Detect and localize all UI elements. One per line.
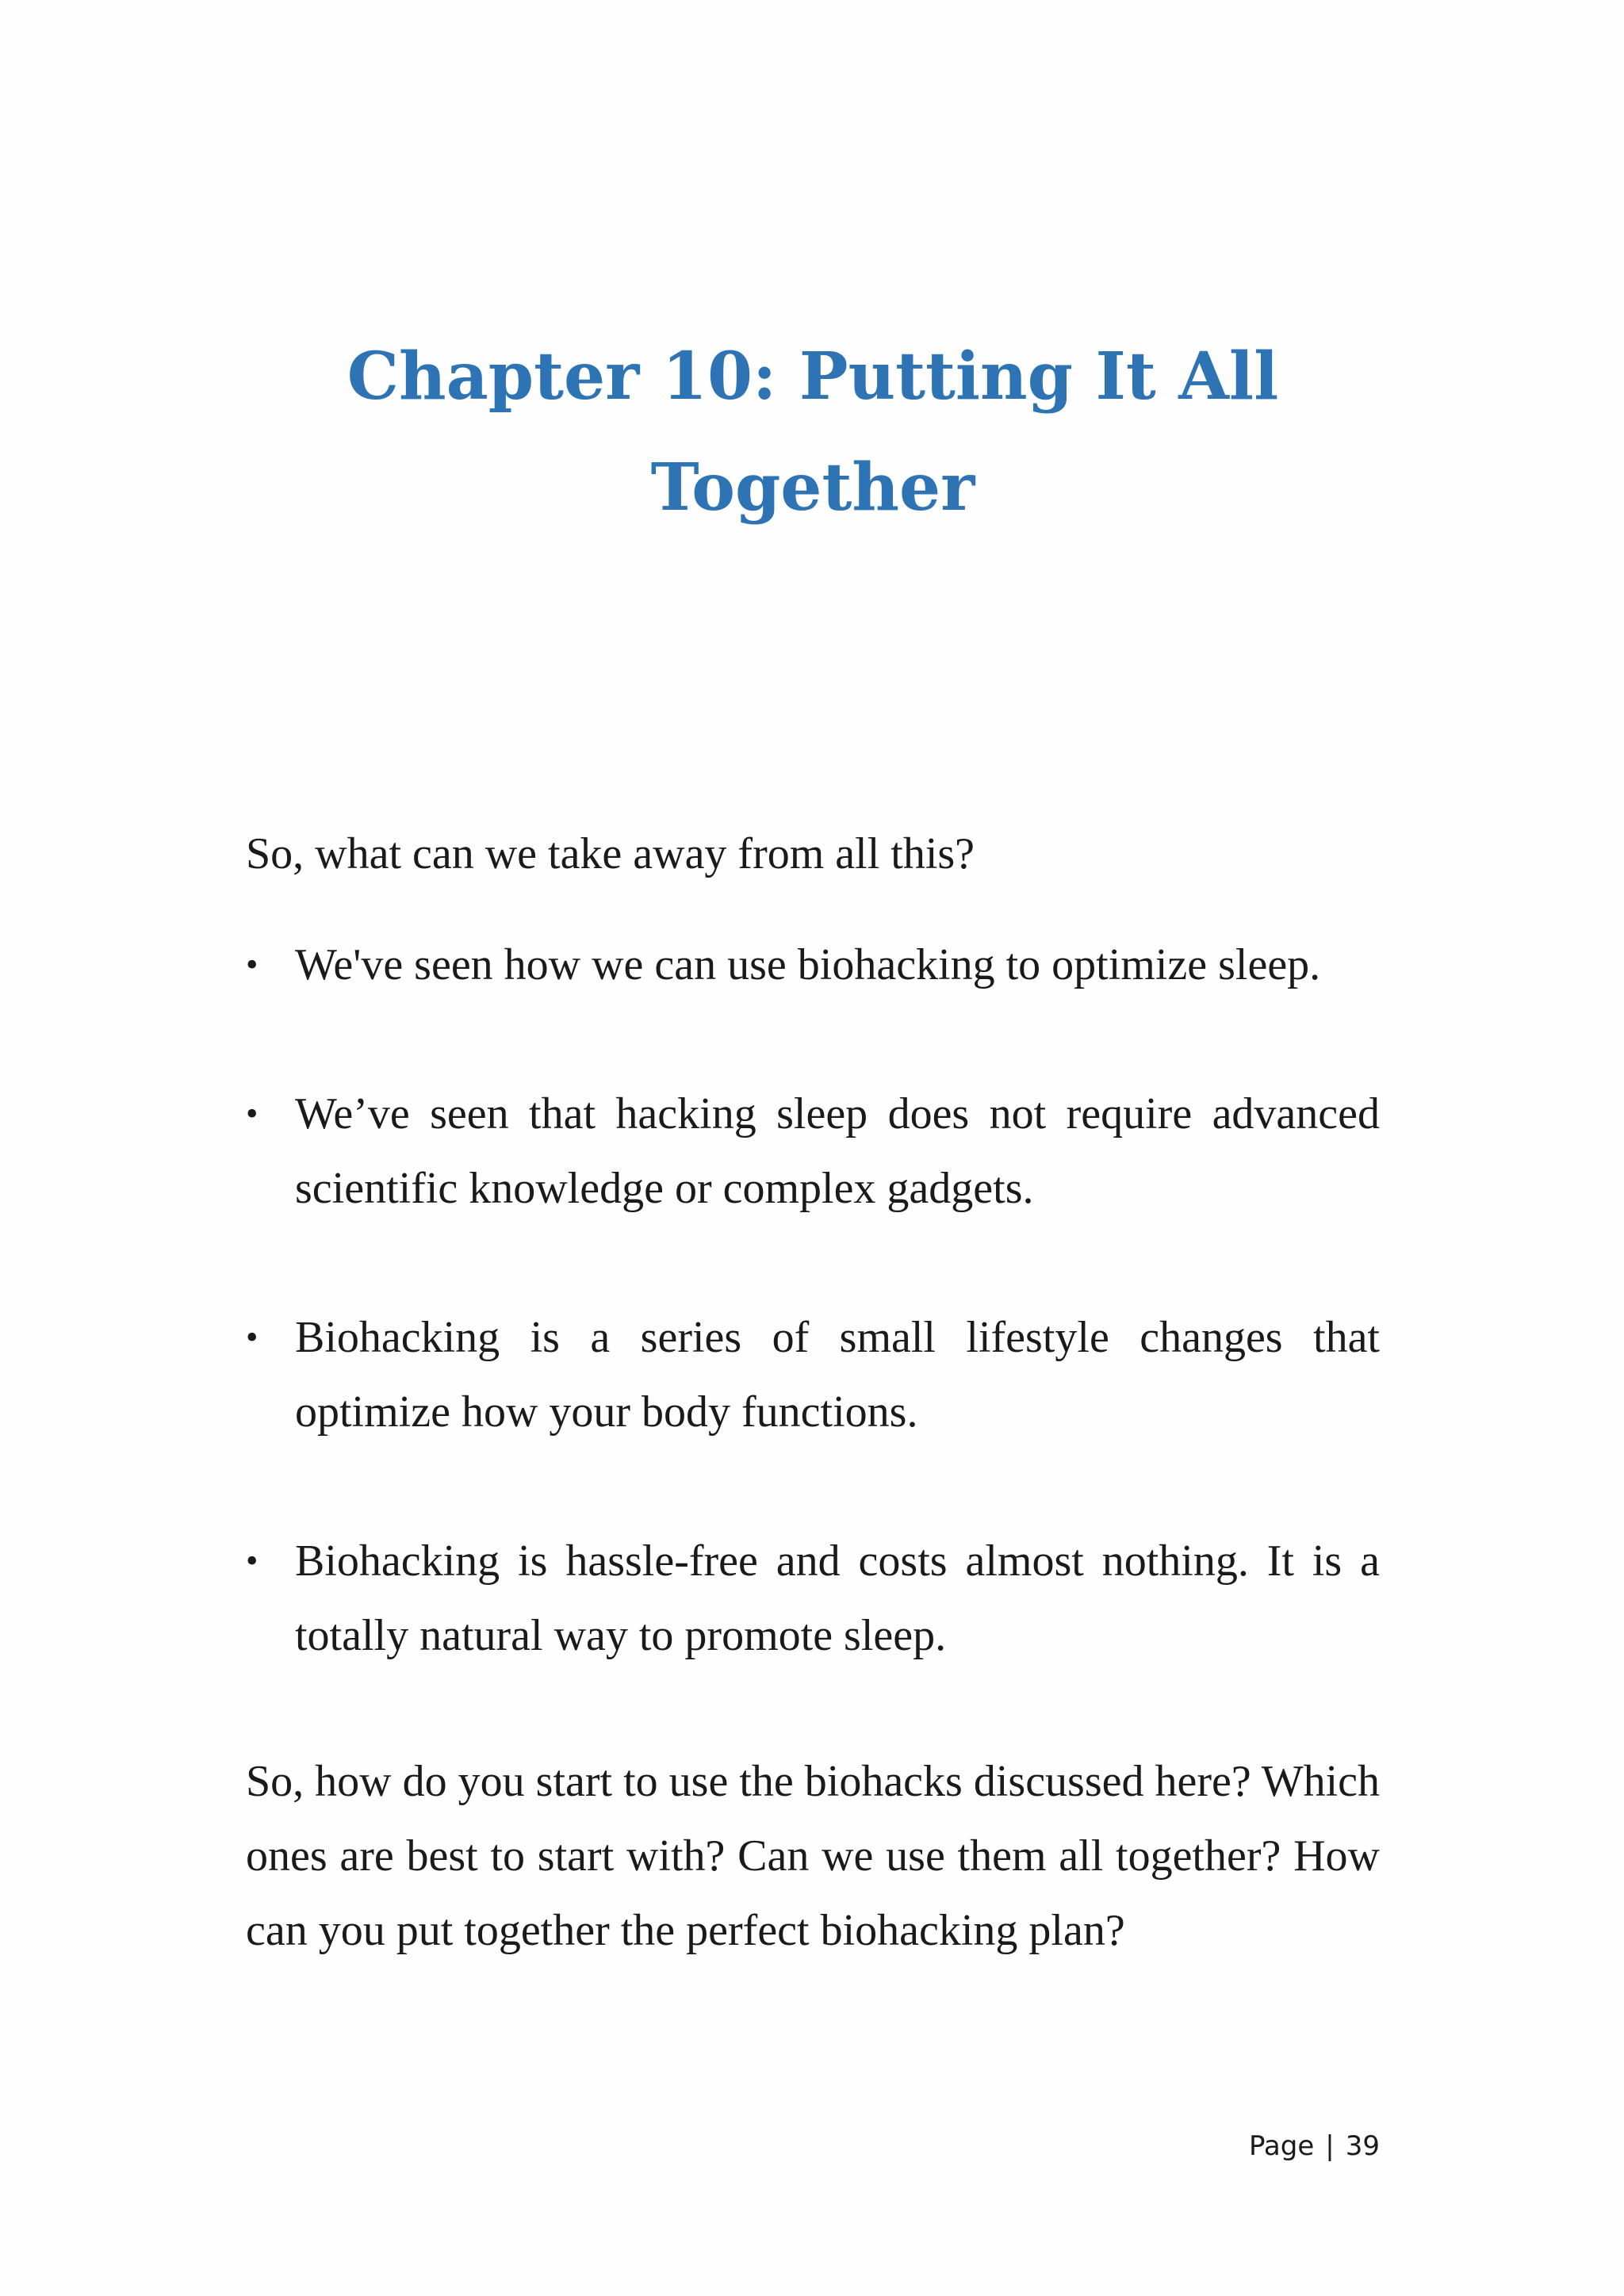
list-item	[246, 928, 1380, 1002]
page-number: 39	[1345, 2130, 1380, 2162]
bullet-icon: •	[246, 1318, 259, 1357]
closing-paragraph: So, how do you start to use the biohacks discussed here? Which ones are best to start with? Can we use them all together? How can you put together the perfect biohacking plan?	[246, 1757, 1380, 1955]
list-item-text: We've seen how we can use biohacking to optimize sleep.	[295, 940, 1321, 989]
page-footer	[1249, 2126, 1380, 2166]
list-item-text: Biohacking is a series of small lifestyle changes that optimize how your body functions.	[295, 1313, 1380, 1437]
list-item	[246, 1300, 1380, 1449]
intro-paragraph: So, what can we take away from all this?	[246, 829, 975, 878]
chapter-title-line-1: Chapter 10: Putting It All	[347, 339, 1279, 415]
list-item-text: We’ve seen that hacking sleep does not require advanced scientific knowledge or complex gadgets.	[295, 1089, 1380, 1213]
chapter-title-line-2: Together	[650, 450, 975, 526]
page-separator: |	[1325, 2130, 1335, 2162]
list-item	[246, 1524, 1380, 1673]
bullet-icon: •	[246, 1541, 259, 1580]
takeaway-list	[246, 928, 1380, 1747]
list-item-text: Biohacking is hassle-free and costs almost nothing. It is a totally natural way to promote sleep.	[295, 1536, 1380, 1660]
bullet-icon: •	[246, 1094, 259, 1133]
bullet-icon: •	[246, 945, 259, 984]
list-item	[246, 1077, 1380, 1226]
page-label: Page	[1248, 2130, 1315, 2162]
chapter-title	[246, 321, 1380, 543]
